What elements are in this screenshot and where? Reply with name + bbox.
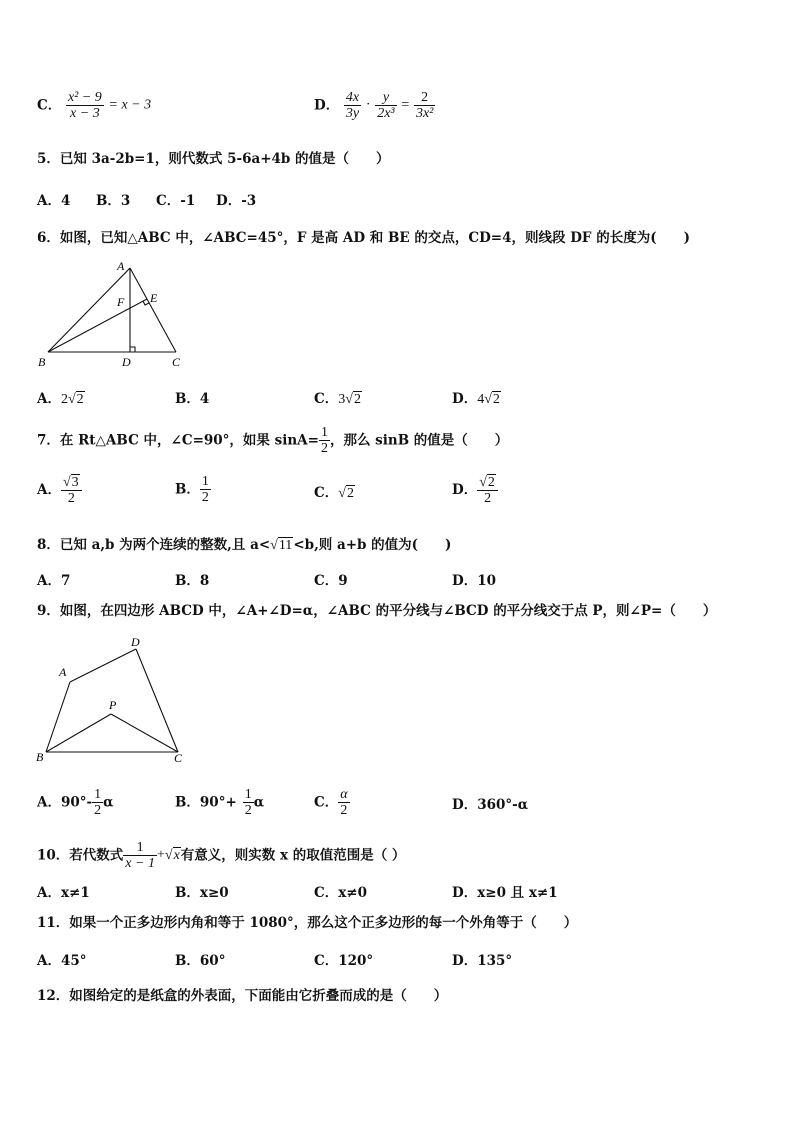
q6-altitude-be <box>48 299 147 352</box>
q8-stem: 8．已知 a,b 为两个连续的整数,且 a<√11<b,则 a+b 的值为( ) <box>37 537 452 553</box>
q4-option-d-fraction-1: $\frac{4x}{3y}$ <box>345 90 360 121</box>
q4-option-c-rhs: = x − 3 <box>108 97 152 113</box>
q7-option-a-fraction: $\frac{√3}{2}$ <box>61 474 82 506</box>
q6-label-b: B <box>38 355 46 369</box>
q9-option-b-fraction: $\frac{1}{2}$ <box>244 787 252 818</box>
q4-option-c[interactable] <box>37 90 151 121</box>
q5-stem: 5．已知 3a-2b=1，则代数式 5-6a+4b 的值是（ ） <box>37 151 390 167</box>
q10-option-c[interactable]: C．x≠0 <box>314 885 367 901</box>
q6-option-c-sqrt: √2 <box>345 392 361 407</box>
q7-option-d-fraction: $\frac{√2}{2}$ <box>477 474 498 506</box>
q6-label-d: D <box>122 355 131 369</box>
q9-option-c[interactable]: C． $\frac{\alpha}{2}$ <box>314 787 348 818</box>
q6-stem: 6．如图，已知△ABC 中，∠ABC=45°，F 是高 AD 和 BE 的交点，CD=4，则线段 DF 的长度为( ) <box>37 230 690 246</box>
q9-quadrilateral-figure <box>34 632 194 768</box>
q9-stem: 9．如图，在四边形 ABCD 中，∠A+∠D=α，∠ABC 的平分线与∠BCD 的平分线交于点 P，则∠P=（ ） <box>37 603 717 619</box>
q8-option-d[interactable]: D．10 <box>452 573 496 589</box>
q7-option-c[interactable]: C．√2 <box>314 485 354 501</box>
q6-option-d-sqrt: √2 <box>484 392 500 407</box>
q9-side-ab <box>46 682 70 752</box>
q4-option-c-label: C． <box>37 97 62 114</box>
q6-right-angle-d <box>130 347 135 352</box>
q8-sqrt-11: √11 <box>270 538 293 553</box>
q9-option-d[interactable]: D．360°-α <box>452 797 529 813</box>
q8-option-a[interactable]: A．7 <box>37 573 71 589</box>
q9-label-d: D <box>131 635 140 649</box>
q4-option-d-fraction-2: $\frac{y}{\text{2x³}}$ <box>377 90 395 121</box>
q10-stem: 10．若代数式 $\frac{1}{x - 1}$ +√x有意义，则实数 x 的取值范围是（ ） <box>37 840 406 871</box>
q6-side-ac <box>130 268 176 352</box>
q4-option-d[interactable]: D． $\frac{4x}{3y}$ · $\frac{y}{\text{2x³}}$ = $\frac{2}{\text{3x²}}$ <box>314 90 434 121</box>
q4-option-d-label: D． <box>314 97 340 114</box>
q8-option-c[interactable]: C．9 <box>314 573 348 589</box>
q9-option-a-fraction: $\frac{1}{2}$ <box>94 787 102 818</box>
q7-option-d[interactable]: D． $\frac{√2}{2}$ <box>452 474 498 506</box>
q6-option-b[interactable]: B．4 <box>175 391 210 407</box>
q6-label-f: F <box>117 295 125 309</box>
q10-option-d[interactable]: D．x≥0 且 x≠1 <box>452 885 558 901</box>
q4-option-d-fraction-3: $\frac{2}{\text{3x²}}$ <box>415 90 434 121</box>
q10-fraction: $\frac{1}{x - 1}$ <box>125 840 155 871</box>
q6-option-c[interactable]: C．3√2 <box>314 391 361 407</box>
q7-stem-fraction: $\frac{1}{2}$ <box>320 425 328 456</box>
q5-option-c[interactable]: C．-1 <box>156 193 196 209</box>
q4-option-c-fraction: $\frac{\text{x² − 9}}{x - 3}$ <box>67 90 102 121</box>
q11-option-a[interactable]: A．45° <box>37 953 87 969</box>
q6-option-d[interactable]: D．4√2 <box>452 391 500 407</box>
q9-bisector-cp <box>111 714 178 752</box>
q5-option-d[interactable]: D．-3 <box>216 193 257 209</box>
q8-option-b[interactable]: B．8 <box>175 573 210 589</box>
q5-option-b[interactable]: B．3 <box>96 193 131 209</box>
q9-label-b: B <box>36 750 44 764</box>
q9-side-dc <box>136 649 178 752</box>
q6-option-a-sqrt: √2 <box>67 392 84 407</box>
q6-side-ab <box>48 268 130 352</box>
q6-label-c: C <box>172 355 181 369</box>
q7-option-c-sqrt: √2 <box>338 486 354 501</box>
q11-option-d[interactable]: D．135° <box>452 953 513 969</box>
q6-label-e: E <box>150 291 158 305</box>
q9-label-c: C <box>174 751 183 765</box>
q12-stem: 12．如图给定的是纸盒的外表面，下面能由它折叠而成的是（ ） <box>37 988 448 1004</box>
q6-triangle-figure <box>36 258 196 373</box>
q7-option-b-fraction: $\frac{1}{2}$ <box>201 474 209 505</box>
q10-sqrt-x: √x <box>164 847 180 863</box>
q5-option-a[interactable]: A．4 <box>37 193 71 209</box>
q10-option-a[interactable]: A．x≠1 <box>37 885 90 901</box>
q7-option-a[interactable]: A． $\frac{√3}{2}$ <box>37 474 82 506</box>
q7-stem: 7．在 Rt△ABC 中，∠C=90°，如果 sinA= $\frac{1}{2}$ ，那么 sinB 的值是（ ） <box>37 425 509 456</box>
q9-bisector-bp <box>46 714 111 752</box>
q9-option-c-fraction: $\frac{\alpha}{2}$ <box>340 787 348 818</box>
q10-option-b[interactable]: B．x≥0 <box>175 885 229 901</box>
q11-option-c[interactable]: C．120° <box>314 953 374 969</box>
q9-side-ad <box>70 649 136 682</box>
q9-option-b[interactable]: B．90°+ $\frac{1}{2}$ α <box>175 787 265 818</box>
q11-stem: 11．如果一个正多边形内角和等于 1080°，那么这个正多边形的每一个外角等于（ ） <box>37 915 578 931</box>
q7-option-b[interactable]: B． $\frac{1}{2}$ <box>175 474 209 505</box>
q6-label-a: A <box>117 259 125 273</box>
q9-option-a[interactable]: A．90°- $\frac{1}{2}$ α <box>37 787 114 818</box>
q9-label-a: A <box>59 665 67 679</box>
q11-option-b[interactable]: B．60° <box>175 953 226 969</box>
q6-option-a[interactable]: A．2√2 <box>37 391 84 407</box>
q9-label-p: P <box>109 698 117 712</box>
